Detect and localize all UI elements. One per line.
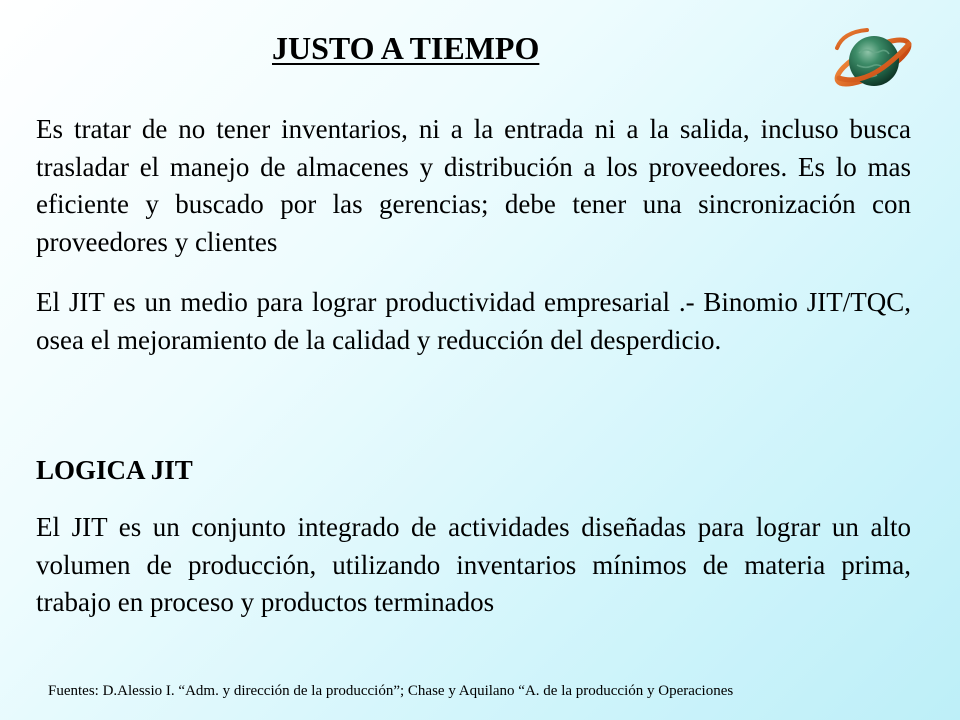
subheading-logica-jit: LOGICA JIT (36, 455, 193, 485)
paragraph-jit-productivity: El JIT es un medio para lograr productividad empresarial .- Binomio JIT/TQC, osea el mejoramiento de la calidad y reducción del desperdicio. (36, 287, 911, 355)
paragraph-definition: Es tratar de no tener inventarios, ni a la entrada ni a la salida, incluso busca trasladar el manejo de almacenes y distribución a los proveedores. Es lo mas eficiente y buscado por las gerencias; debe tener una sincronización con proveedores y clientes (36, 114, 911, 257)
slide-title: JUSTO A TIEMPO (272, 30, 540, 66)
footer-sources: Fuentes: D.Alessio I. “Adm. y dirección de la producción”; Chase y Aquilano “A. de la producción y Operaciones (48, 683, 734, 699)
globe-orbit-icon (829, 18, 917, 104)
paragraph-jit-logic: El JIT es un conjunto integrado de actividades diseñadas para lograr un alto volumen de producción, utilizando inventarios mínimos de materia prima, trabajo en proceso y productos terminados (36, 512, 911, 617)
